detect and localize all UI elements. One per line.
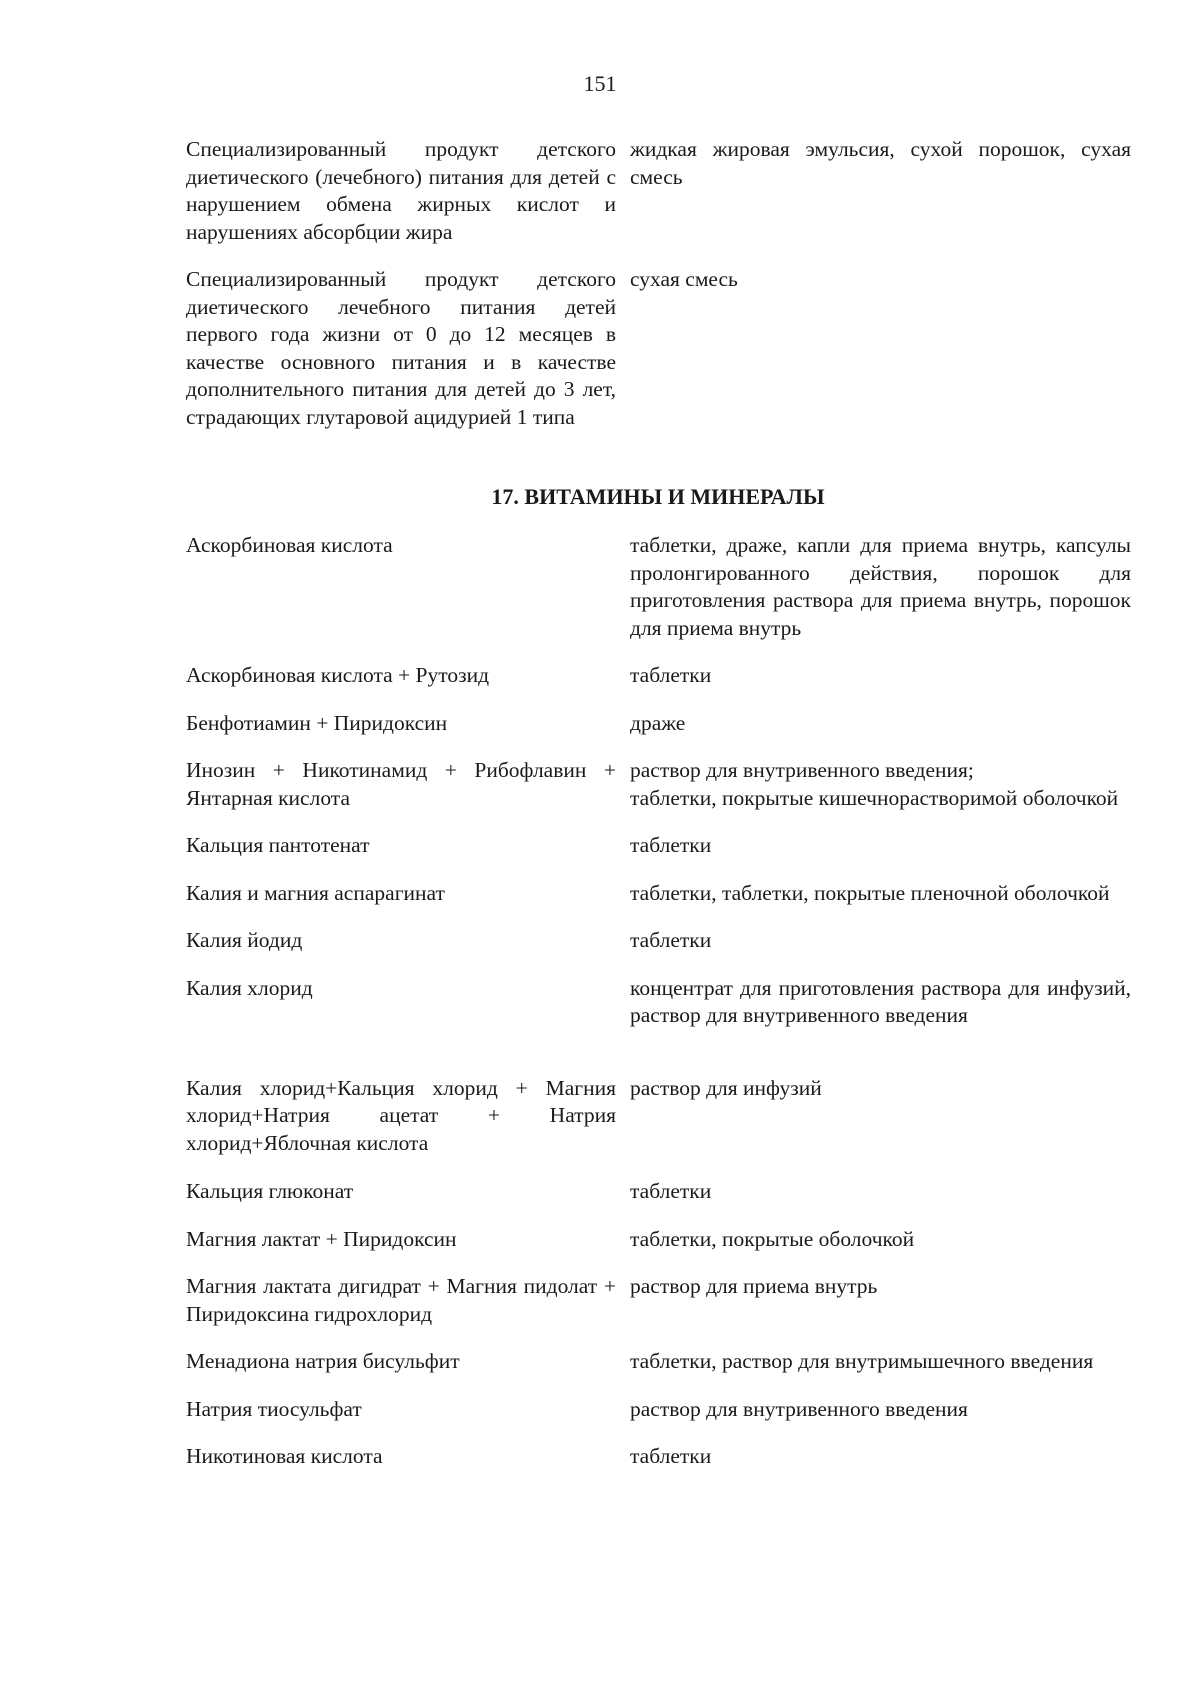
dosage-form-line: жидкая жировая эмульсия, сухой порошок, сухая смесь <box>630 137 1131 189</box>
drug-name: Инозин + Никотинамид + Рибофлавин + Янтарная кислота <box>186 758 616 810</box>
dosage-form-line: таблетки, драже, капли для приема внутрь, капсулы пролонгированного действия, порошок для приготовления раствора для приема внутрь, порошок для приема внутрь <box>630 533 1131 640</box>
table-row <box>186 927 1131 955</box>
table-row <box>186 1443 1131 1471</box>
dosage-form <box>630 927 1131 955</box>
vitamins-table <box>186 532 1131 1491</box>
dosage-form-line: раствор для инфузий <box>630 1075 822 1100</box>
dosage-form-line: сухая смесь <box>630 267 738 291</box>
dosage-form-line: таблетки <box>630 1444 712 1468</box>
dosage-form <box>630 532 1131 642</box>
drug-name: Кальция пантотенат <box>186 833 370 857</box>
table-row <box>186 975 1131 1030</box>
drug-name: Менадиона натрия бисульфит <box>186 1349 460 1373</box>
table-row <box>186 1226 1131 1254</box>
page-number: 151 <box>583 71 617 96</box>
dosage-form <box>630 1396 1131 1424</box>
dosage-form <box>630 662 1131 690</box>
drug-name: Аскорбиновая кислота <box>186 533 393 557</box>
dosage-form <box>630 975 1131 1030</box>
dosage-form-line: раствор для приема внутрь <box>630 1274 878 1298</box>
dosage-form-line: таблетки, таблетки, покрытые пленочной оболочкой <box>630 880 1110 905</box>
dosage-form-line: таблетки, покрытые кишечнорастворимой оболочкой <box>630 785 1119 810</box>
table-row <box>186 880 1131 908</box>
table-row <box>186 1178 1131 1206</box>
table-row <box>186 662 1131 690</box>
dosage-form-line: таблетки <box>630 663 712 687</box>
dosage-form-line: драже <box>630 710 686 735</box>
drug-name: Специализированный продукт детского диетического лечебного питания детей первого года жизни от 0 до 12 месяцев в качестве основного питания и в качестве дополнительного питания для детей до 3 лет, страдающих глутаровой ацидурией 1 типа <box>186 267 616 429</box>
table-row <box>186 710 1131 738</box>
dosage-form-line: таблетки <box>630 1179 712 1203</box>
drug-name: Специализированный продукт детского диетического (лечебного) питания для детей с нарушением обмена жирных кислот и нарушениях абсорбции жира <box>186 137 616 244</box>
dosage-form-line: таблетки <box>630 928 712 952</box>
drug-name: Бенфотиамин + Пиридоксин <box>186 710 448 735</box>
section-title: 17. ВИТАМИНЫ И МИНЕРАЛЫ <box>491 484 825 509</box>
drug-name: Магния лактат + Пиридоксин <box>186 1226 457 1251</box>
drug-name: Кальция глюконат <box>186 1179 354 1203</box>
dosage-form <box>630 1075 1131 1158</box>
dosage-form-line: таблетки, покрытые оболочкой <box>630 1226 915 1251</box>
dosage-form <box>630 1226 1131 1254</box>
dosage-form-line: раствор для внутривенного введения <box>630 1396 968 1421</box>
table-row <box>186 1348 1131 1376</box>
dosage-form-line: раствор для внутривенного введения; <box>630 758 974 782</box>
dosage-form-line: концентрат для приготовления раствора для инфузий, раствор для внутривенного введения <box>630 975 1131 1027</box>
dosage-form <box>630 710 1131 738</box>
dosage-form <box>630 757 1131 812</box>
drug-name: Аскорбиновая кислота + Рутозид <box>186 663 490 687</box>
table-row <box>186 757 1131 812</box>
table-row <box>186 1075 1131 1158</box>
table-row <box>186 832 1131 860</box>
drug-name: Никотиновая кислота <box>186 1444 383 1468</box>
drug-name: Калия хлорид+Кальция хлорид + Магния хлорид+Натрия ацетат + Натрия хлорид+Яблочная кислота <box>186 1075 616 1155</box>
table-row <box>186 266 1131 431</box>
table-row <box>186 136 1131 246</box>
drug-name: Калия и магния аспарагинат <box>186 880 445 905</box>
table-row <box>186 1273 1131 1328</box>
dosage-form <box>630 1348 1131 1376</box>
dosage-form <box>630 880 1131 908</box>
drug-name: Калия хлорид <box>186 975 313 1000</box>
dosage-form <box>630 1443 1131 1471</box>
dosage-form <box>630 1178 1131 1206</box>
dosage-form <box>630 832 1131 860</box>
dosage-form <box>630 1273 1131 1328</box>
drug-name: Натрия тиосульфат <box>186 1396 362 1421</box>
dosage-form-line: таблетки, раствор для внутримышечного введения <box>630 1349 1094 1373</box>
intro-table <box>186 136 1131 451</box>
dosage-form-line: таблетки <box>630 833 712 857</box>
drug-name: Магния лактата дигидрат + Магния пидолат + Пиридоксина гидрохлорид <box>186 1274 616 1326</box>
dosage-form <box>630 136 1131 246</box>
dosage-form <box>630 266 1131 431</box>
table-row <box>186 532 1131 642</box>
drug-name: Калия йодид <box>186 928 303 952</box>
table-row <box>186 1396 1131 1424</box>
